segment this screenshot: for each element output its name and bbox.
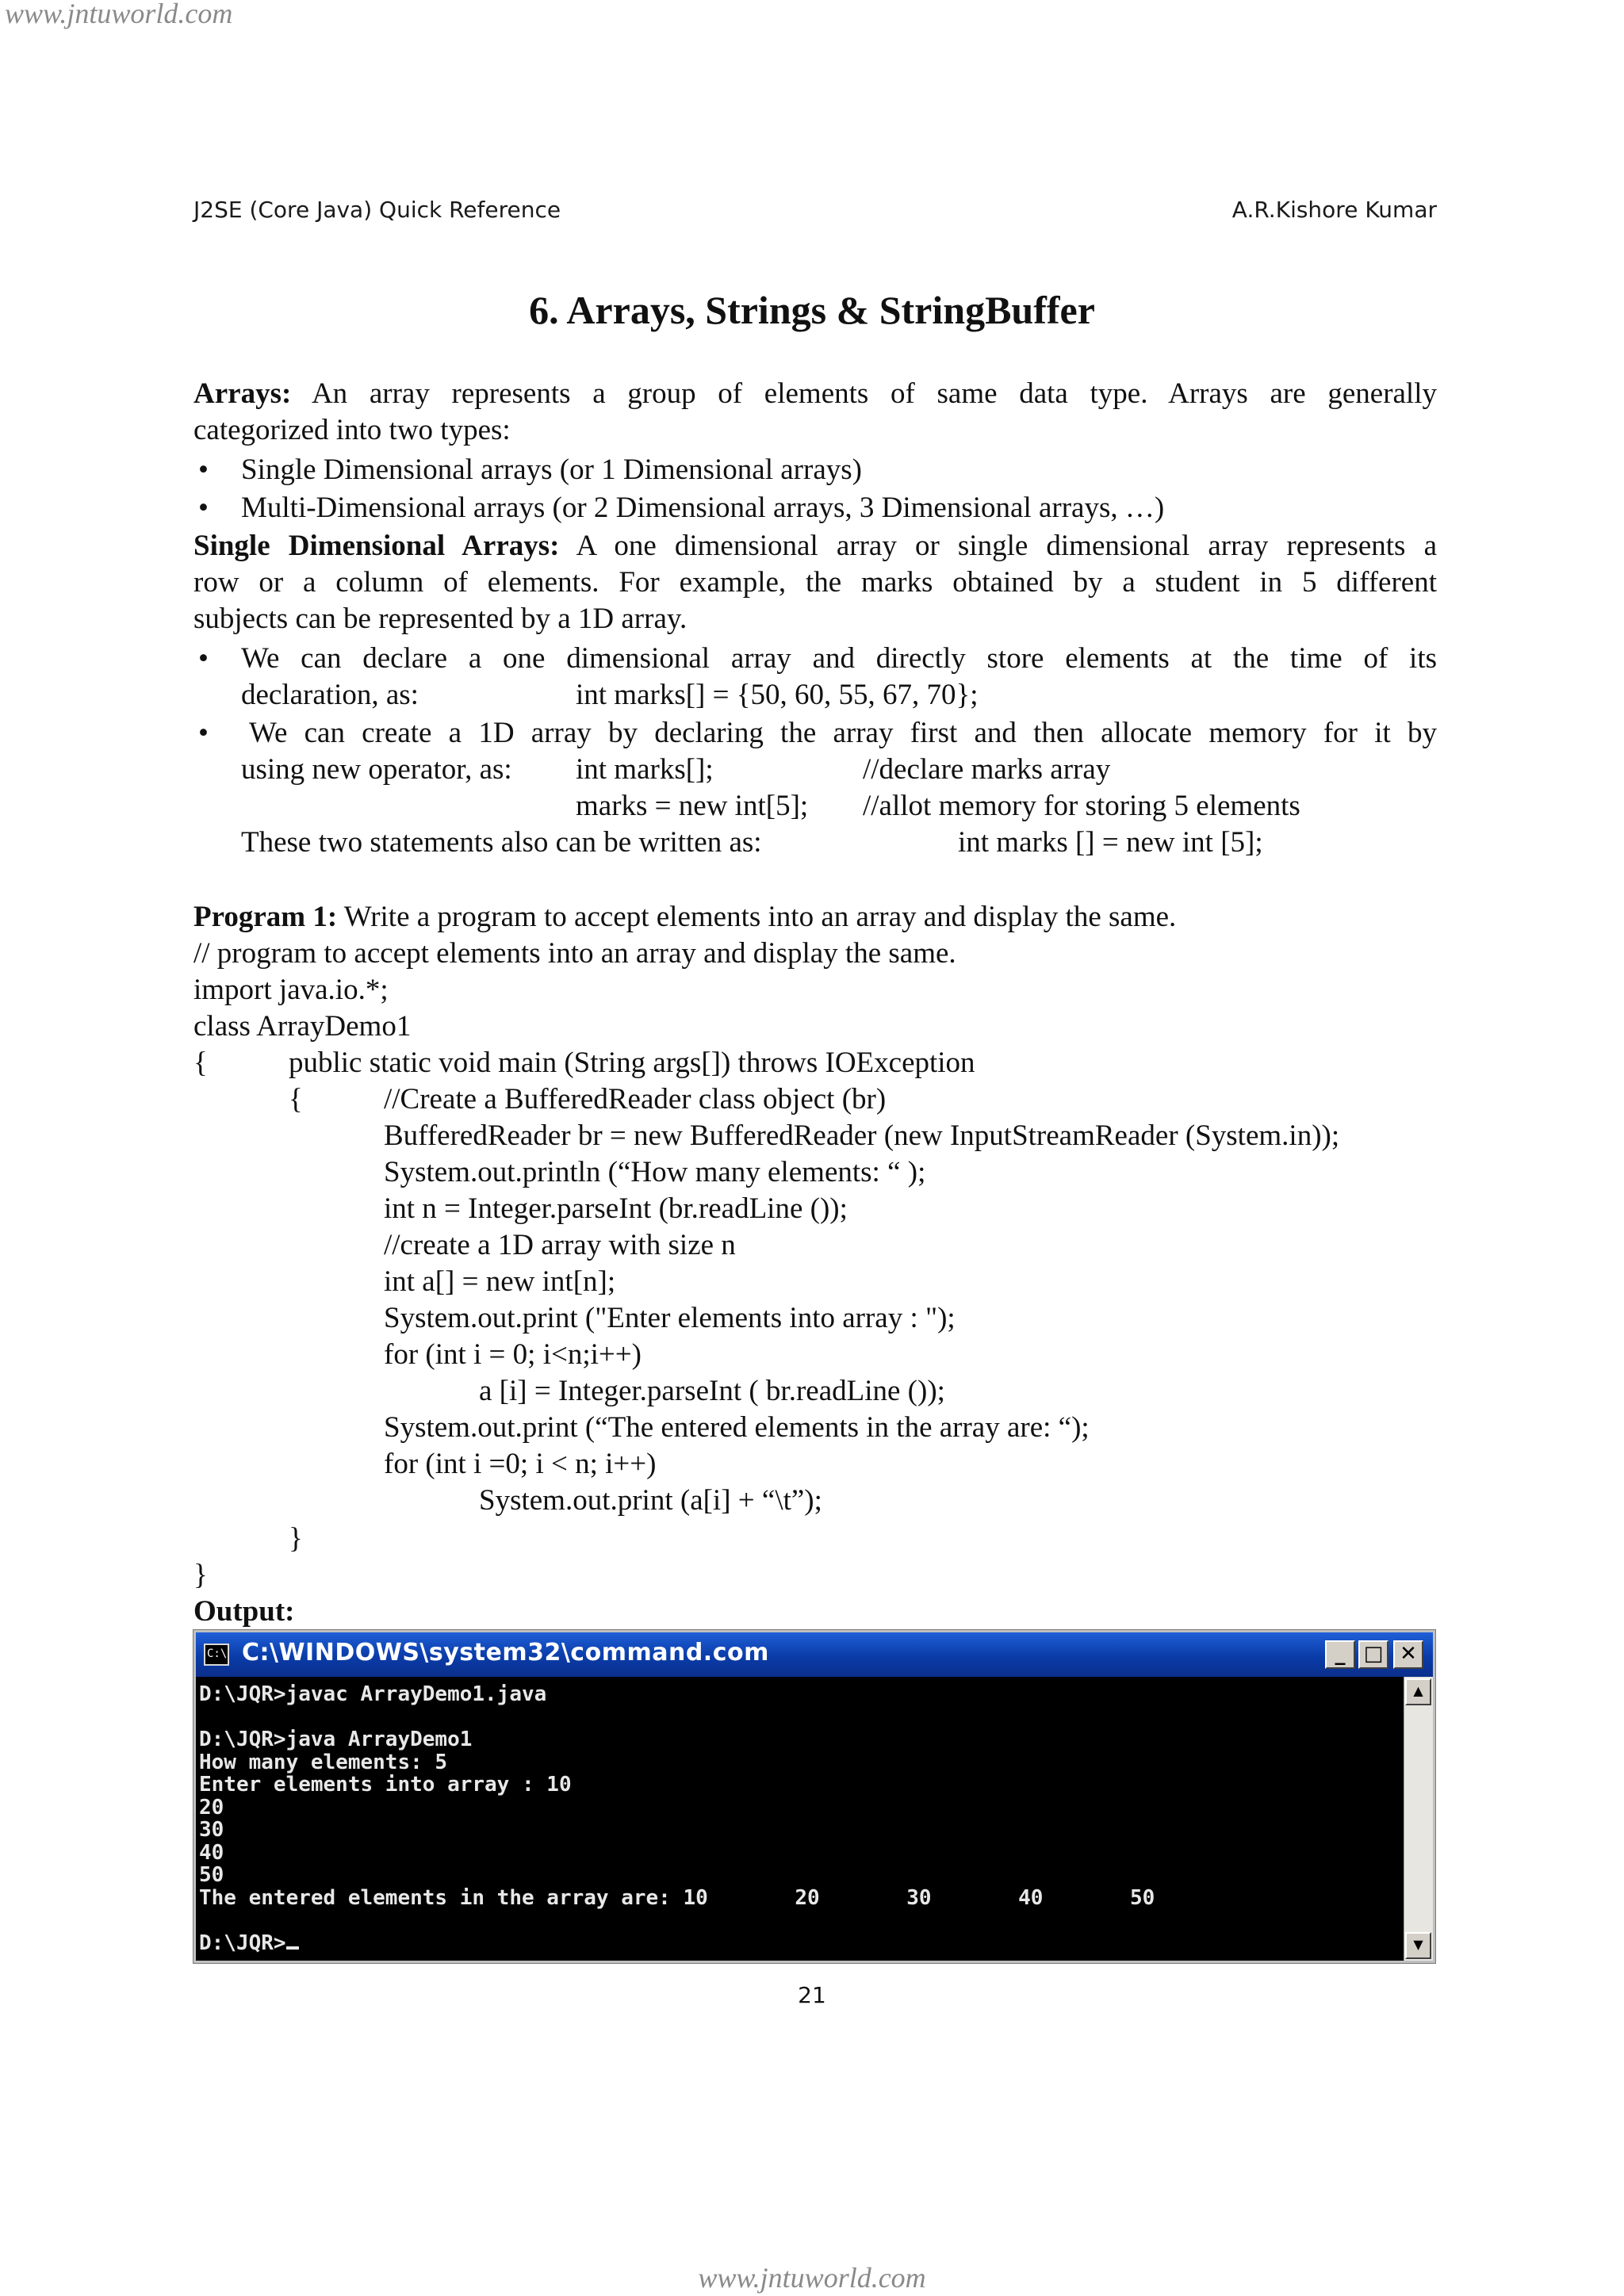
list-item: • Single Dimensional arrays (or 1 Dimensional arrays)	[193, 452, 1437, 488]
single-dim-line-1: Single Dimensional Arrays: A one dimensional array or single dimensional array represents a	[193, 530, 1437, 562]
watermark-bottom: www.jntuworld.com	[698, 2262, 926, 2294]
console-app-icon: C:\	[204, 1644, 229, 1666]
bullet-icon: •	[198, 717, 209, 749]
bullet1-line-2b: int marks[] = {50, 60, 55, 67, 70};	[576, 679, 979, 711]
scroll-down-icon[interactable]: ▼	[1405, 1932, 1431, 1959]
bullet2-line-3c: //allot memory for storing 5 elements	[863, 790, 1300, 822]
console-prompt: D:\JQR>	[199, 1931, 286, 1955]
bullet2-line-4b: int marks [] = new int [5];	[958, 826, 1263, 859]
code-line: int n = Integer.parseInt (br.readLine ());	[384, 1192, 848, 1225]
single-dim-line-2: row or a column of elements. For example, the marks obtained by a student in 5 different	[193, 566, 1437, 599]
cursor-icon	[286, 1946, 299, 1950]
code-line: System.out.println (“How many elements: “ );	[384, 1156, 926, 1188]
list-item: • We can create a 1D array by declaring the array first and then allocate memory for it by	[193, 715, 1437, 752]
intro-line-2: categorized into two types:	[193, 414, 511, 446]
program-heading: Program 1: Write a program to accept elements into an array and display the same.	[193, 901, 1177, 933]
code-line: System.out.print (a[i] + “\t”);	[479, 1484, 822, 1517]
list-item: • We can declare a one dimensional array and directly store elements at the time of its	[193, 641, 1437, 714]
code-line: int a[] = new int[n];	[384, 1265, 616, 1298]
code-line: public static void main (String args[]) throws IOException	[289, 1047, 975, 1079]
intro-line-1: Arrays: An array represents a group of elements of same data type. Arrays are generally	[193, 377, 1437, 410]
console-line: The entered elements in the array are: 10 20 30 40 50	[199, 1885, 1155, 1910]
console-output	[199, 1683, 1155, 1954]
code-line: a [i] = Integer.parseInt ( br.readLine ());	[479, 1375, 945, 1407]
console-window	[193, 1630, 1435, 1963]
intro-label: Arrays:	[193, 377, 292, 410]
code-line: import java.io.*;	[193, 974, 389, 1006]
bullet-icon: •	[198, 642, 209, 675]
close-icon[interactable]: ✕	[1393, 1640, 1423, 1669]
page-number: 21	[798, 1982, 826, 2008]
header-left: J2SE (Core Java) Quick Reference	[193, 197, 561, 223]
code-line: System.out.print ("Enter elements into array : ");	[384, 1302, 956, 1334]
code-line: for (int i = 0; i<n;i++)	[384, 1338, 642, 1371]
single-dim-line-3: subjects can be represented by a 1D array.	[193, 603, 688, 635]
bullet2-line-2a: using new operator, as:	[241, 753, 512, 786]
code-line: //Create a BufferedReader class object (br)	[384, 1083, 887, 1115]
console-line: D:\JQR>javac ArrayDemo1.java	[199, 1682, 547, 1706]
code-line: // program to accept elements into an array and display the same.	[193, 937, 956, 970]
console-titlebar[interactable]	[196, 1632, 1433, 1677]
maximize-icon[interactable]: □	[1358, 1640, 1388, 1669]
single-dim-label: Single Dimensional Arrays:	[193, 530, 560, 562]
bullet2-line-4a: These two statements also can be written as:	[241, 826, 762, 859]
minimize-icon[interactable]: _	[1325, 1640, 1355, 1669]
bullet-icon: •	[198, 453, 209, 486]
code-line: System.out.print (“The entered elements in the array are: “);	[384, 1411, 1090, 1444]
output-label: Output:	[193, 1595, 295, 1628]
bullet2-line-3b: marks = new int[5];	[576, 790, 809, 822]
watermark-top: www.jntuworld.com	[5, 0, 233, 29]
console-scrollbar[interactable]	[1404, 1677, 1433, 1961]
console-line: D:\JQR>java ArrayDemo1	[199, 1728, 473, 1751]
code-line: //create a 1D array with size n	[384, 1229, 736, 1261]
page-title: 6. Arrays, Strings & StringBuffer	[529, 288, 1095, 332]
scroll-up-icon[interactable]: ▲	[1405, 1678, 1431, 1705]
code-line: {	[193, 1047, 208, 1079]
bullet-icon: •	[198, 492, 209, 524]
program-label: Program 1:	[193, 901, 338, 933]
console-title: C:\WINDOWS\system32\command.com	[242, 1639, 769, 1667]
console-line: How many elements: 5	[199, 1750, 448, 1774]
console-line: 50	[199, 1863, 224, 1887]
console-line: 40	[199, 1840, 224, 1865]
bullet1-line-2a: declaration, as:	[241, 679, 419, 711]
code-line: }	[193, 1559, 208, 1591]
code-line: {	[289, 1083, 303, 1115]
console-line: 20	[199, 1795, 224, 1820]
code-line: class ArrayDemo1	[193, 1010, 412, 1043]
console-line	[199, 1706, 1155, 1729]
console-line	[199, 1909, 1155, 1932]
code-line: for (int i =0; i < n; i++)	[384, 1448, 657, 1480]
bullet2-line-2b: int marks[];	[576, 753, 714, 786]
console-prompt-line[interactable]	[199, 1932, 1155, 1955]
console-line: Enter elements into array : 10	[199, 1773, 572, 1797]
header-right: A.R.Kishore Kumar	[1231, 197, 1437, 223]
list-item: • Multi-Dimensional arrays (or 2 Dimensional arrays, 3 Dimensional arrays, …)	[193, 490, 1437, 526]
code-line: }	[289, 1522, 303, 1555]
code-line: BufferedReader br = new BufferedReader (new InputStreamReader (System.in));	[384, 1119, 1340, 1152]
bullet2-line-2c: //declare marks array	[863, 753, 1111, 786]
console-line: 30	[199, 1818, 224, 1842]
